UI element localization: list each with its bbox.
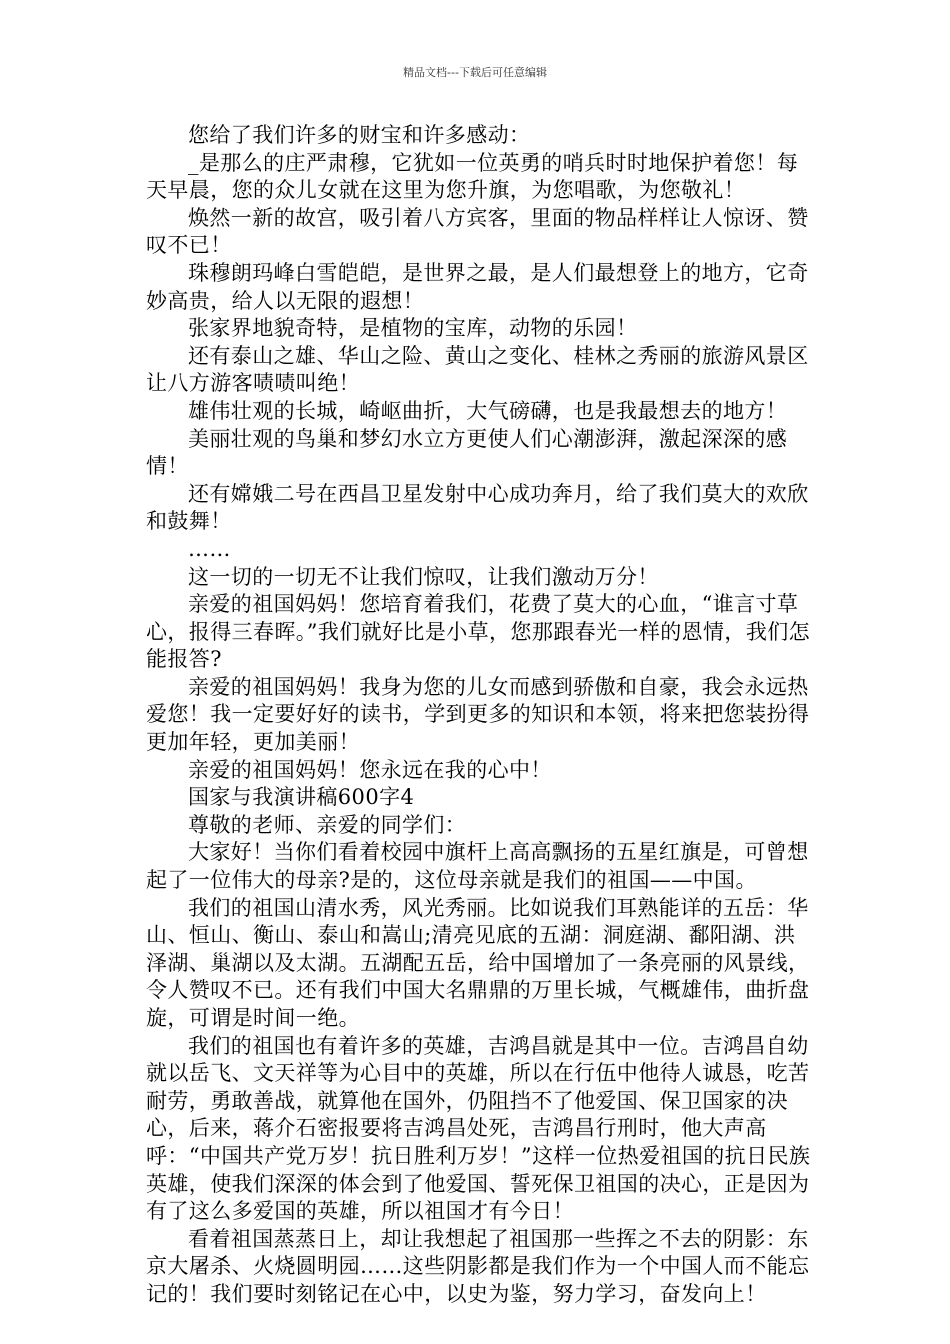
paragraph: 雄伟壮观的长城，崎岖曲折，大气磅礴，也是我最想去的地方！ — [188, 398, 788, 423]
paragraph: 珠穆朗玛峰白雪皑皑，是世界之最，是人们最想登上的地方，它奇妙高贵，给人以无限的遐想！ — [146, 260, 809, 313]
paragraph: 还有泰山之雄、华山之险、黄山之变化、桂林之秀丽的旅游风景区让八方游客啧啧叫绝！ — [146, 343, 809, 396]
paragraph: 焕然一新的故宫，吸引着八方宾客，里面的物品样样让人惊讶、赞叹不已！ — [146, 205, 809, 258]
paragraph: 看着祖国蒸蒸日上，却让我想起了祖国那一些挥之不去的阴影：东京大屠杀、火烧圆明园……这些阴影都是我们作为一个中国人而不能忘记的！我们要时刻铭记在心中，以史为鉴，努力学习，奋发向上！ — [146, 1226, 810, 1306]
paragraph: 张家界地貌奇特，是植物的宝库，动物的乐园！ — [188, 316, 638, 341]
paragraph: 美丽壮观的鸟巢和梦幻水立方更使人们心潮澎湃，激起深深的感情！ — [146, 426, 788, 479]
paragraph: 您给了我们许多的财宝和许多感动： — [188, 123, 531, 147]
paragraph: 亲爱的祖国妈妈！您培育着我们，花费了莫大的心血，“谁言寸草心，报得三春晖。”我们就好比是小草，您那跟春光一样的恩情，我们怎能报答? — [146, 592, 811, 672]
paragraph: 我们的祖国也有着许多的英雄，吉鸿昌就是其中一位。吉鸿昌自幼就以岳飞、文天祥等为心目中的英雄，所以在行伍中他待人诚恳，吃苦耐劳，勇敢善战，就算他在国外，仍阻挡不了他爱国、保卫国家的决心，后来，蒋介石密报要将吉鸿昌处死，吉鸿昌行刑时，他大声高呼：“中国共产党万岁！抗日胜利万岁！”这样一位热爱祖国的抗日民族英雄，使我们深深的体会到了他爱国、誓死保卫祖国的决心，正是因为有了这么多爱国的英雄，所以祖国才有今日！ — [146, 1033, 811, 1224]
page-header: 精品文档---下载后可任意编辑 — [403, 66, 547, 79]
paragraph: 我们的祖国山清水秀，风光秀丽。比如说我们耳熟能详的五岳：华山、恒山、衡山、泰山和嵩山;清亮见底的五湖：洞庭湖、鄱阳湖、洪泽湖、巢湖以及太湖。五湖配五岳，给中国增加了一条亮丽的风景线，令人赞叹不已。还有我们中国大名鼎鼎的万里长城，气概雄伟，曲折盘旋，可谓是时间一绝。 — [146, 895, 810, 1030]
document-body — [146, 122, 814, 1309]
paragraph: 这一切的一切无不让我们惊叹，让我们激动万分！ — [188, 564, 659, 589]
paragraph: _是那么的庄严肃穆，它犹如一位英勇的哨兵时时地保护着您！每天早晨，您的众儿女就在这里为您升旗，为您唱歌，为您敬礼！ — [146, 150, 799, 203]
ellipsis-line: …… — [188, 536, 231, 561]
salutation: 尊敬的老师、亲爱的同学们： — [188, 812, 467, 837]
section-title: 国家与我演讲稿600字4 — [188, 785, 415, 810]
paragraph: 亲爱的祖国妈妈！我身为您的儿女而感到骄傲和自豪，我会永远热爱您！我一定要好好的读书，学到更多的知识和本领，将来把您装扮得更加年轻，更加美丽！ — [146, 674, 810, 755]
paragraph: 还有嫦娥二号在西昌卫星发射中心成功奔月，给了我们莫大的欢欣和鼓舞！ — [146, 481, 809, 534]
paragraph: 大家好！当你们看着校园中旗杆上高高飘扬的五星红旗是，可曾想起了一位伟大的母亲?是的，这位母亲就是我们的祖国——中国。 — [146, 840, 809, 893]
paragraph: 亲爱的祖国妈妈！您永远在我的心中！ — [188, 757, 552, 782]
